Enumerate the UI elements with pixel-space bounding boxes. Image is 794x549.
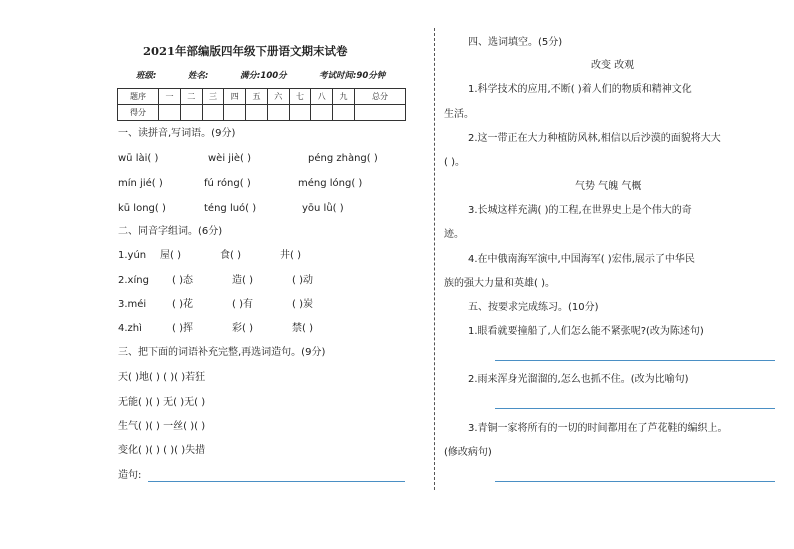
section-3-title: 三、把下面的词语补充完整,再选词造句。(9分) — [118, 347, 326, 358]
pinyin-item: mín jié( ) — [118, 178, 163, 189]
score-header-cell: 题序 — [118, 89, 159, 105]
score-header-cell: 七 — [289, 89, 311, 105]
idiom-row: 天( )地( ) ( )( )若狂 — [118, 372, 206, 383]
homophone-item: 食( ) — [220, 250, 241, 261]
section-4-title: 四、选词填空。(5分) — [468, 37, 563, 48]
question-text: 生活。 — [444, 109, 474, 120]
homophone-item: ( )炭 — [292, 299, 313, 310]
question-text: ( )。 — [444, 157, 465, 168]
homophone-item: 造( ) — [232, 275, 253, 286]
homophone-pinyin: 4.zhì — [118, 323, 142, 334]
score-cell[interactable] — [159, 105, 181, 121]
score-header-cell: 八 — [311, 89, 333, 105]
full-score-label: 满分:100分 — [240, 71, 287, 81]
class-label: 班级: — [136, 71, 157, 81]
exercise-text: 2.雨来浑身光溜溜的,怎么也抓不住。(改为比喻句) — [468, 374, 689, 385]
pinyin-item: kū long( ) — [118, 203, 166, 214]
homophone-item: ( )态 — [172, 275, 193, 286]
score-cell[interactable] — [267, 105, 289, 121]
pinyin-item: téng luó( ) — [204, 203, 257, 214]
question-text: 1.科学技术的应用,不断( )着人们的物质和精神文化 — [468, 84, 692, 95]
word-choice-set-1: 改变 改观 — [591, 60, 635, 71]
homophone-item: 井( ) — [280, 250, 301, 261]
section-1-title: 一、读拼音,写词语。(9分) — [118, 128, 236, 139]
score-header-cell: 三 — [202, 89, 224, 105]
score-header-cell: 二 — [180, 89, 202, 105]
exercise-text: 1.眼看就要撞船了,人们怎么能不紧张呢?(改为陈述句) — [468, 326, 704, 337]
section-2-title: 二、同音字组词。(6分) — [118, 226, 223, 237]
exercise-text: 3.青铜一家将所有的一切的时间都用在了芦花鞋的编织上。 — [468, 423, 728, 434]
score-header-cell: 四 — [224, 89, 246, 105]
score-cell[interactable] — [224, 105, 246, 121]
score-row-label: 得分 — [118, 105, 159, 121]
pinyin-item: yōu lǜ( ) — [302, 203, 344, 214]
idiom-row: 生气( )( ) 一丝( )( ) — [118, 421, 206, 432]
sentence-label: 造句: — [118, 470, 142, 481]
score-table-header-row — [118, 89, 406, 105]
score-header-cell: 五 — [246, 89, 268, 105]
homophone-item: ( )花 — [172, 299, 193, 310]
homophone-item: 彩( ) — [232, 323, 253, 334]
pinyin-item: méng lóng( ) — [298, 178, 363, 189]
question-text: 迹。 — [444, 229, 464, 240]
score-cell[interactable] — [246, 105, 268, 121]
score-cell[interactable] — [311, 105, 333, 121]
score-header-cell: 六 — [267, 89, 289, 105]
question-text: 4.在中俄南海军演中,中国海军( )宏伟,展示了中华民 — [468, 254, 695, 265]
name-label: 姓名: — [188, 71, 209, 81]
question-text: 3.长城这样充满( )的工程,在世界史上是个伟大的奇 — [468, 205, 692, 216]
homophone-item: ( )有 — [232, 299, 253, 310]
idiom-row: 无能( )( ) 无( )无( ) — [118, 397, 206, 408]
pinyin-item: péng zhàng( ) — [308, 153, 378, 164]
homophone-pinyin: 2.xíng — [118, 275, 149, 286]
page-title: 2021年部编版四年级下册语文期末试卷 — [143, 44, 348, 58]
score-table-score-row — [118, 105, 406, 121]
score-header-cell: 九 — [333, 89, 355, 105]
question-text: 族的强大力量和英雄( )。 — [444, 278, 555, 289]
answer-line[interactable] — [495, 408, 775, 409]
exercise-text: (修改病句) — [444, 447, 492, 458]
time-label: 考试时间:90分钟 — [319, 71, 386, 81]
idiom-row: 变化( )( ) ( )( )失措 — [118, 445, 206, 456]
answer-line[interactable] — [495, 481, 775, 482]
score-header-cell: 一 — [159, 89, 181, 105]
homophone-item: ( )挥 — [172, 323, 193, 334]
homophone-item: 屋( ) — [160, 250, 181, 261]
homophone-pinyin: 1.yún — [118, 250, 147, 261]
answer-line[interactable] — [148, 481, 405, 482]
score-cell[interactable] — [355, 105, 406, 121]
pinyin-item: wèi jiè( ) — [208, 153, 251, 164]
homophone-pinyin: 3.méi — [118, 299, 147, 310]
word-choice-set-2: 气势 气魄 气概 — [575, 181, 642, 192]
pinyin-item: fú róng( ) — [204, 178, 251, 189]
homophone-item: 禁( ) — [292, 323, 313, 334]
answer-line[interactable] — [495, 360, 775, 361]
score-cell[interactable] — [202, 105, 224, 121]
score-cell[interactable] — [333, 105, 355, 121]
column-divider — [434, 28, 435, 490]
score-cell[interactable] — [180, 105, 202, 121]
homophone-item: ( )动 — [292, 275, 313, 286]
score-cell[interactable] — [289, 105, 311, 121]
section-5-title: 五、按要求完成练习。(10分) — [468, 302, 599, 313]
pinyin-item: wū lài( ) — [118, 153, 159, 164]
question-text: 2.这一带正在大力种植防风林,相信以后沙漠的面貌将大大 — [468, 133, 721, 144]
score-table — [117, 88, 406, 121]
score-header-cell: 总分 — [355, 89, 406, 105]
